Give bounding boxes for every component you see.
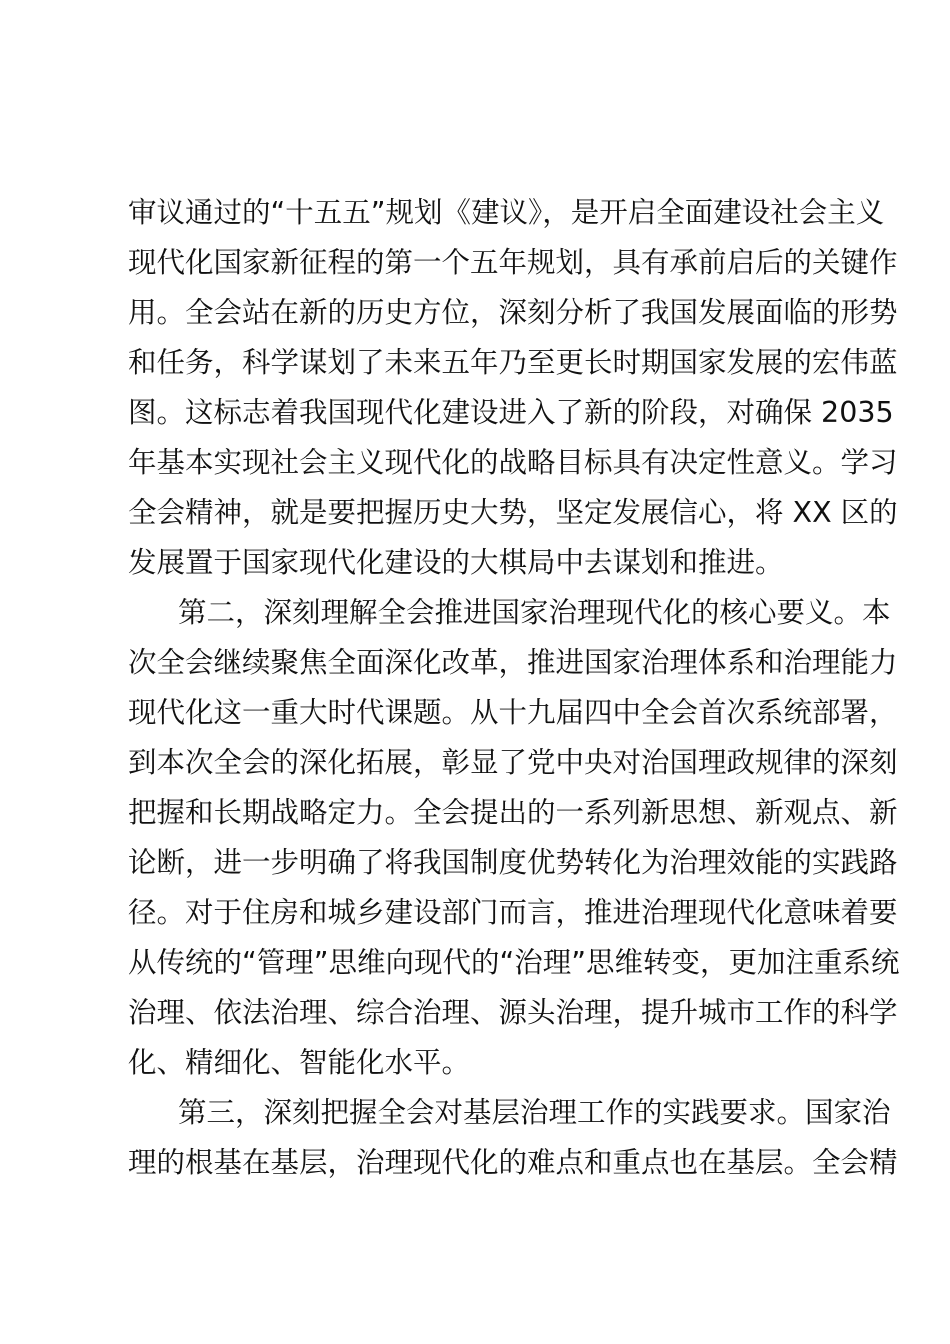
text-line: 理的根基在基层，治理现代化的难点和重点也在基层。全会精 xyxy=(128,1146,898,1179)
text-line: 从传统的“管理”思维向现代的“治理”思维转变，更加注重系统 xyxy=(128,946,900,979)
text-line: 现代化这一重大时代课题。从十九届四中全会首次系统部署， xyxy=(128,696,898,729)
text-line: 审议通过的“十五五”规划《建议》，是开启全面建设社会主义 xyxy=(128,196,885,229)
text-line: 到本次全会的深化拓展，彰显了党中央对治国理政规律的深刻 xyxy=(128,746,898,779)
text-line: 次全会继续聚焦全面深化改革，推进国家治理体系和治理能力 xyxy=(128,646,898,679)
text-line: 径。对于住房和城乡建设部门而言，推进治理现代化意味着要 xyxy=(128,896,898,929)
text-line: 用。全会站在新的历史方位，深刻分析了我国发展面临的形势 xyxy=(128,296,898,329)
text-line: 和任务，科学谋划了未来五年乃至更长时期国家发展的宏伟蓝 xyxy=(128,346,898,379)
text-line: 把握和长期战略定力。全会提出的一系列新思想、新观点、新 xyxy=(128,796,898,829)
text-line: 治理、依法治理、综合治理、源头治理，提升城市工作的科学 xyxy=(128,996,898,1029)
text-line: 发展置于国家现代化建设的大棋局中去谋划和推进。 xyxy=(128,546,784,579)
text-line: 图。这标志着我国现代化建设进入了新的阶段，对确保 2035 xyxy=(128,396,894,429)
paragraph-start-line: 第二，深刻理解全会推进国家治理现代化的核心要义。本 xyxy=(178,596,891,629)
text-line: 论断，进一步明确了将我国制度优势转化为治理效能的实践路 xyxy=(128,846,898,879)
paragraph-start-line: 第三，深刻把握全会对基层治理工作的实践要求。国家治 xyxy=(178,1096,891,1129)
text-line: 现代化国家新征程的第一个五年规划，具有承前启后的关键作 xyxy=(128,246,898,279)
text-line: 化、精细化、智能化水平。 xyxy=(128,1046,471,1079)
text-line: 年基本实现社会主义现代化的战略目标具有决定性意义。学习 xyxy=(128,446,898,479)
document-body xyxy=(128,188,900,1188)
text-line: 全会精神，就是要把握历史大势，坚定发展信心，将 XX 区的 xyxy=(128,496,898,529)
